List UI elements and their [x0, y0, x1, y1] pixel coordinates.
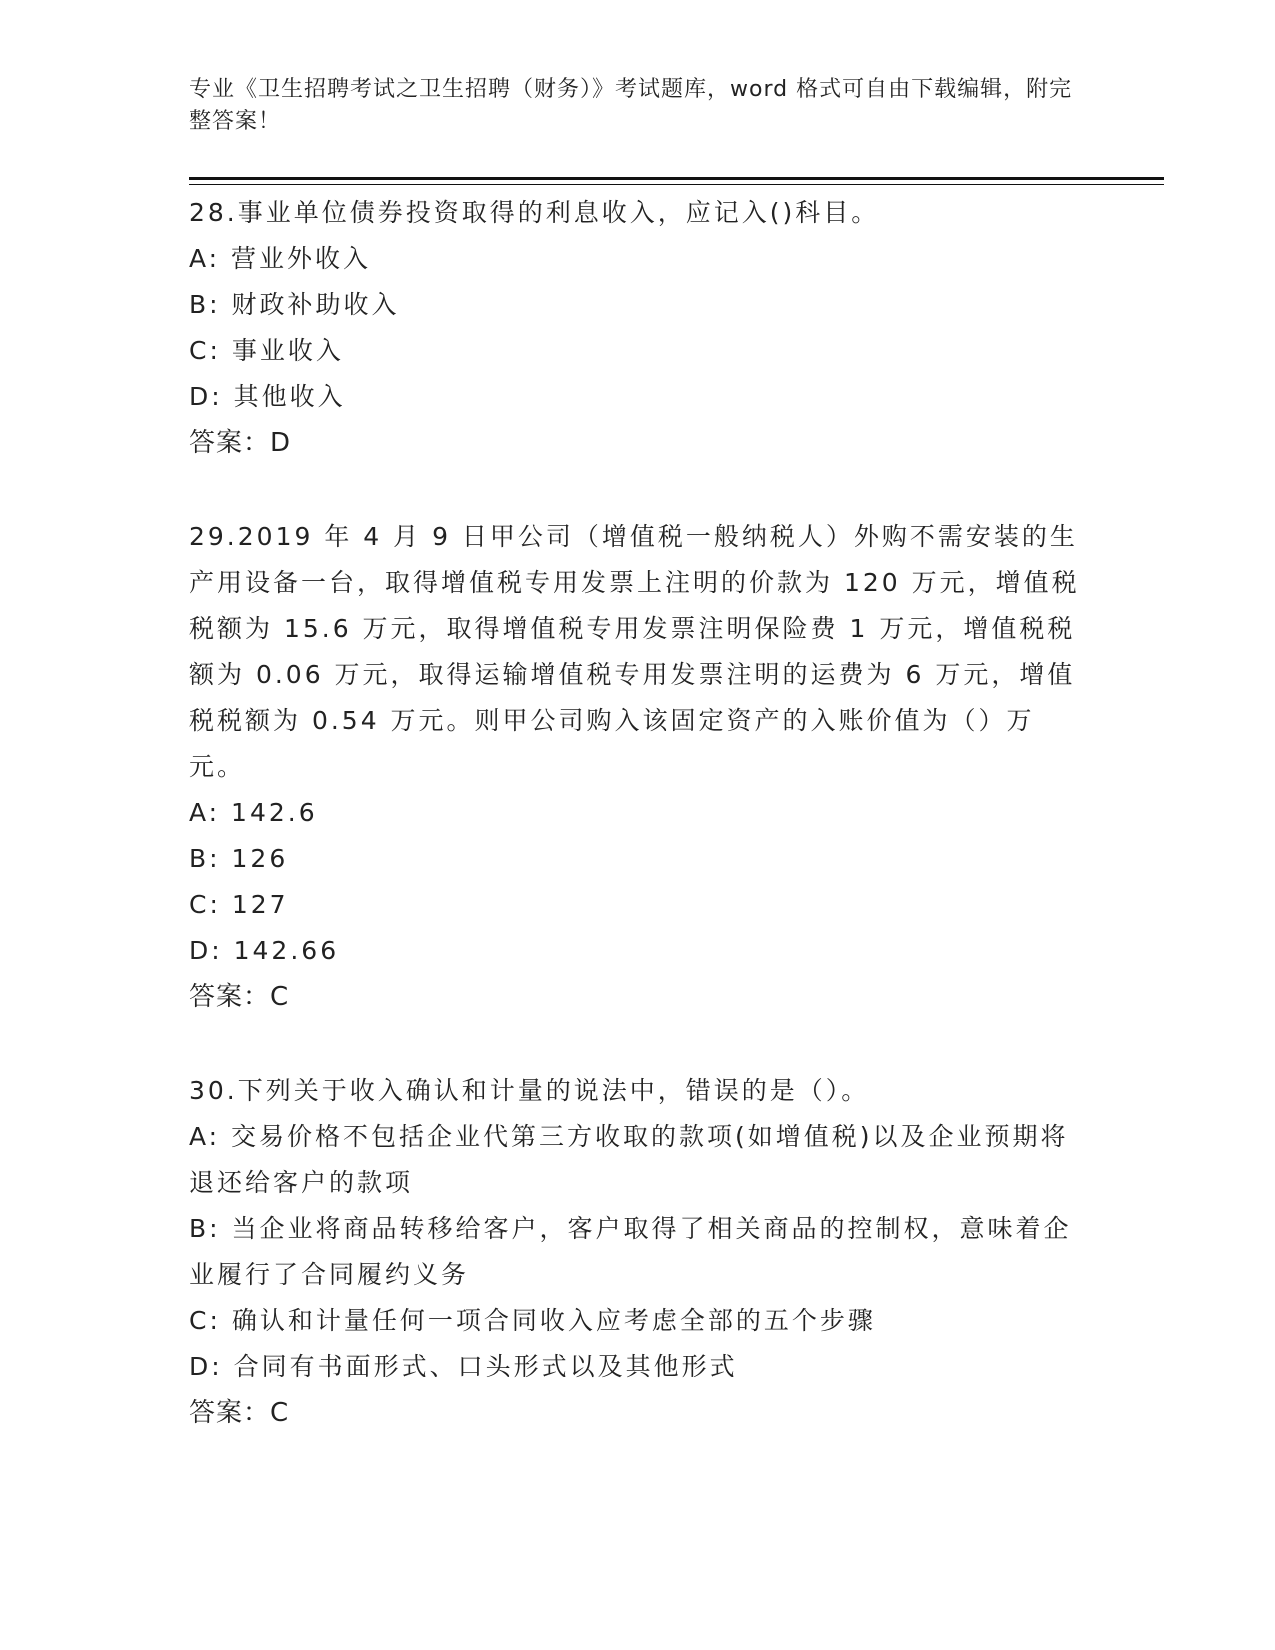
question-stem: 30.下列关于收入确认和计量的说法中，错误的是（）。 [189, 1076, 870, 1105]
question-30 [189, 1068, 1089, 1436]
option-a: A: 营业外收入 [189, 244, 372, 273]
option-d: D: 合同有书面形式、口头形式以及其他形式 [189, 1352, 738, 1381]
question-28 [189, 190, 1089, 466]
document-header: 专业《卫生招聘考试之卫生招聘（财务）》考试题库，word 格式可自由下载编辑，附完整答案！ [189, 77, 1073, 134]
option-c: C: 事业收入 [189, 336, 344, 365]
option-b: B: 当企业将商品转移给客户，客户取得了相关商品的控制权，意味着企业履行了合同履约义务 [189, 1214, 1072, 1289]
option-a: A: 交易价格不包括企业代第三方收取的款项(如增值税)以及企业预期将退还给客户的款项 [189, 1122, 1069, 1197]
question-stem: 28.事业单位债券投资取得的利息收入，应记入()科目。 [189, 198, 880, 227]
header-divider-thin [189, 184, 1164, 185]
question-stem: 29.2019 年 4 月 9 日甲公司（增值税一般纳税人）外购不需安装的生产用设备一台，取得增值税专用发票上注明的价款为 120 万元，增值税税额为 15.6 万元，取得增值税专用发票注明保险费 1 万元，增值税税额为 0.06 万元，取得运输增值税专用发票注明的运费为 6 万元，增值税税额为 0.54 万元。则甲公司购入该固定资产的入账价值为（）万元。 [189, 522, 1080, 781]
option-c: C: 确认和计量任何一项合同收入应考虑全部的五个步骤 [189, 1306, 876, 1335]
option-a: A: 142.6 [189, 798, 318, 827]
question-list [189, 190, 1089, 1484]
option-b: B: 126 [189, 844, 289, 873]
option-c: C: 127 [189, 890, 289, 919]
question-29 [189, 514, 1089, 1020]
header-divider-thick [189, 177, 1164, 180]
option-d: D: 其他收入 [189, 382, 346, 411]
option-d: D: 142.66 [189, 936, 340, 965]
answer: 答案：C [189, 982, 290, 1012]
option-b: B: 财政补助收入 [189, 290, 400, 319]
answer: 答案：C [189, 1398, 290, 1428]
answer: 答案：D [189, 428, 292, 458]
